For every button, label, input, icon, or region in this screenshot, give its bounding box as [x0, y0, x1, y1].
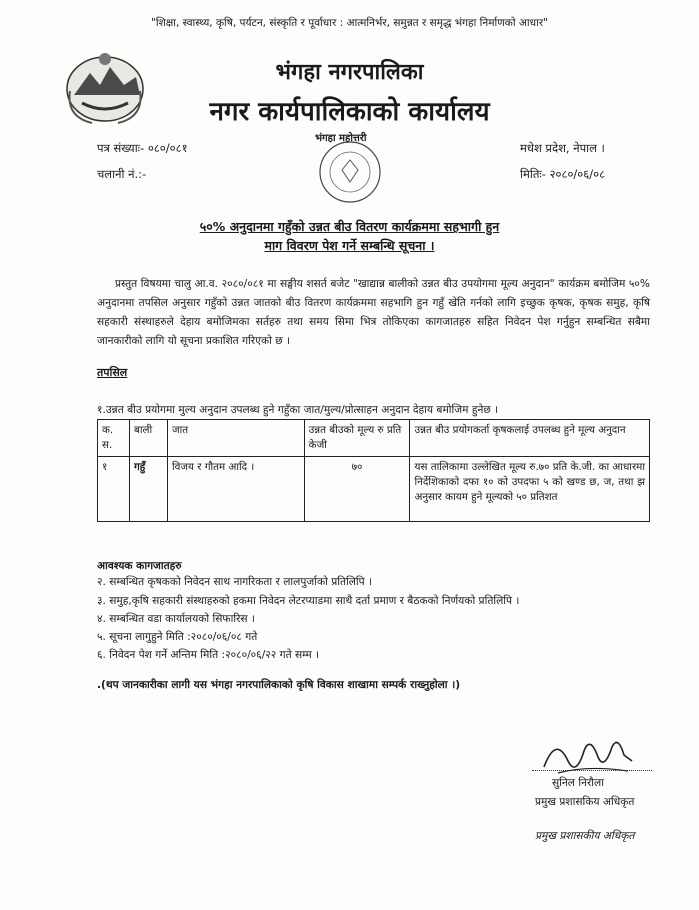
province: मधेश प्रदेश, नेपाल । — [520, 141, 605, 155]
office-stamp — [295, 130, 405, 208]
table-row — [98, 457, 650, 522]
municipality-name: भंगहा नगरपालिका — [275, 60, 424, 85]
tapsil-heading: तपसिल — [97, 366, 128, 379]
stamp-text: भंगहा महोत्तरी — [315, 133, 367, 144]
signatory-title: प्रमुख प्रशासकिय अधिकृत — [535, 796, 635, 808]
col-header-sn: क. स. — [98, 420, 130, 457]
date: मितिः- २०८०/०६/०८ — [520, 167, 606, 181]
cell-price: ७० — [304, 457, 410, 522]
table-intro: १.उन्नत बीउ प्रयोगमा मुल्य अनुदान उपलब्ध हुने गहुँका जात/मुल्य/प्रोत्साहन अनुदान देहाय बमोजिम हुनेछ । — [97, 404, 499, 416]
signatory-name: सुनिल निरौला — [552, 777, 604, 789]
cell-crop: गहुँ — [129, 457, 167, 522]
requirement-item: ५. सूचना लागुहुने मिति :२०८०/०६/०८ गते — [97, 631, 258, 643]
subject-line-1: ५०% अनुदानमा गहुँको उन्नत बीउ वितरण कार्यक्रममा सहभागी हुन — [199, 219, 500, 234]
requirement-item: ४. सम्बन्धित वडा कार्यालयको सिफारिस । — [97, 613, 255, 625]
col-header-price: उन्नत बीउको मूल्य रु प्रति केजी — [304, 420, 410, 457]
dispatch-number: चलानी नं.:- — [97, 167, 147, 181]
motto: "शिक्षा, स्वास्थ्य, कृषि, पर्यटन, संस्कृति र पूर्वाधार : आत्मनिर्भर, समुन्नत र समृद्ध भंगहा निर्माणको आधार" — [151, 17, 548, 29]
cell-variety: विजय र गौतम आदि । — [167, 457, 304, 522]
cell-subsidy: यस तालिकामा उल्लेखित मूल्य रु.७० प्रति के.जी. का आधारमा निर्देशिकाको दफा १० को उपदफा ५ को खण्ड छ, ज, तथा झ अनुसार कायम हुने मूल्यको ५० प्रतिशत — [410, 457, 650, 522]
signatory-seal: प्रमुख प्रशासकीय अधिकृत — [535, 830, 635, 842]
contact-note: .(थप जानकारीका लागी यस भंगहा नगरपालिकाको कृषि विकास शाखामा सम्पर्क राख्नुहोला ।) — [97, 679, 461, 691]
subsidy-table — [97, 419, 650, 522]
office-name: नगर कार्यपालिकाको कार्यालय — [209, 97, 490, 127]
requirement-item: २. सम्बन्धित कृषकको निवेदन साथ नागरिकता र लालपुर्जाको प्रतिलिपि । — [97, 576, 373, 588]
table-header-row — [98, 420, 650, 457]
requirements-heading: आवश्यक कागजातहरु — [97, 560, 182, 572]
cell-sn: १ — [98, 457, 130, 522]
col-header-variety: जात — [167, 420, 304, 457]
requirement-item: ३. समुह,कृषि सहकारी संस्थाहरुको हकमा निवेदन लेटरप्याडमा साथै दर्ता प्रमाण र बैठकको निर्णयको प्रतिलिपि । — [97, 595, 520, 607]
col-header-crop: बाली — [129, 420, 167, 457]
signature-line — [532, 770, 652, 771]
requirement-item: ६. निवेदन पेश गर्ने अन्तिम मिति :२०८०/०६/२२ गते सम्म । — [97, 649, 320, 661]
col-header-subsidy: उन्नत बीउ प्रयोगकर्ता कृषकलाई उपलब्ध हुने मूल्य अनुदान — [410, 420, 650, 457]
handwritten-signature — [538, 727, 638, 781]
notice-paragraph: प्रस्तुत विषयमा चालु आ.व. २०८०/०८१ मा सङ्घीय शसर्त बजेट "खाद्यान्न बालीको उन्नत बीउ उपयोगमा मूल्य अनुदान" कार्यक्रम बमोजिम ५०% अनुदानमा तपसिल अनुसार गहुँको उन्नत जातको बीउ वितरण कार्यक्रममा सहभागि हुन गहुँ खेति गर्नको लागि इच्छुक कृषक, कृषक समुह, कृषि सहकारी संस्थाहरुले देहाय बमोजिमका सर्तहरु तथा समय सिमा भित्र तोकिएका कागजातहरु सहित निवेदन पेश गर्नुहुन सम्बन्धित सबैमा जानकारीको लागि यो सूचना प्रकाशित गरिएको छ । — [97, 278, 650, 347]
subject-line-2: माग विवरण पेश गर्ने सम्बन्धि सूचना । — [264, 238, 435, 253]
letter-number: पत्र संख्याः- ०८०/०८१ — [97, 141, 188, 155]
